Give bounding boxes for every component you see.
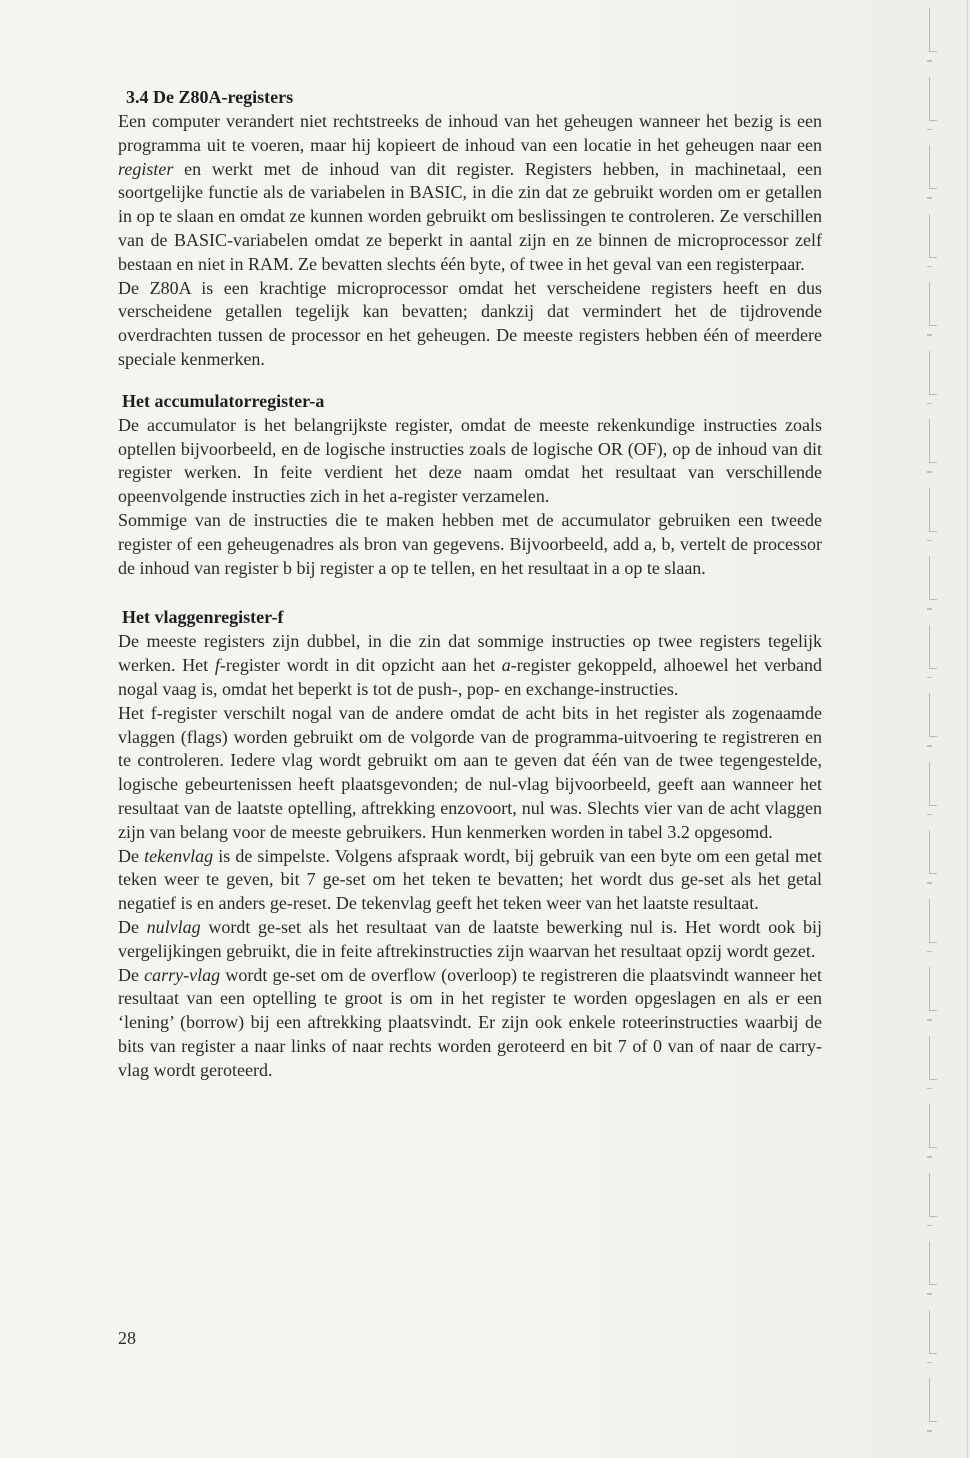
- intro-text: Een computer verandert niet rechtstreeks de inhoud van het geheugen wanneer het bezig is een programma uit te voeren, maar hij kopieert de inhoud van een locatie in het geheugen naar een register en werkt met de inhoud van dit register. Registers hebben, in machinetaal, een soortgelijke functie als de variabelen in BASIC, in die zin dat ze gebruikt worden om er getallen in op te slaan en omdat ze kunnen worden gebruikt om beslissingen te controleren. Ze verschillen van de BASIC-variabelen omdat ze beperkt in aantal zijn en ze binnen de microprocessor zelf bestaan en niet in RAM. Ze bevatten slechts één byte, of twee in het geval van een registerpaar.: [118, 111, 822, 274]
- paragraph-flags-2: Het f-register verschilt nogal van de andere omdat de acht bits in het register als zogenaamde vlaggen (flags) worden gebruikt om de volgorde van de programma-uitvoering te registreren en te controleren. Iedere vlag wordt gebruikt om aan te geven dat één van de twee tegengestelde, logische gebeurtenissen heeft plaatsgevonden; de nul-vlag bijvoorbeeld, geeft aan wanneer het resultaat van de laatste optelling, aftrekking enzovoort, nul was. Slechts vier van de acht vlaggen zijn van belang voor de meeste gebruikers. Hun kenmerken worden in tabel 3.2 opgesomd.: [118, 702, 822, 842]
- flags-heading: Het vlaggenregister-f: [122, 607, 284, 628]
- binding-slot: [929, 1036, 937, 1080]
- binding-tick: [927, 1362, 932, 1364]
- binding-slot: [929, 77, 937, 121]
- binding-slot: [929, 419, 937, 463]
- binding-slot: [929, 8, 937, 52]
- binding-tick: [927, 471, 932, 473]
- paragraph-accumulator-1: De accumulator is het belangrijkste register, omdat de meeste rekenkundige instructies zoals optellen bijvoorbeeld, en de logische instructies zoals de logische OR (OF), op de inhoud van dit register werken. In feite verdient het deze naam omdat het resultaat van verschillende opeenvolgende instructies zich in het a-register verzamelen.: [118, 414, 822, 507]
- term-sign-flag: tekenvlag: [144, 845, 214, 866]
- paragraph-intro: [118, 110, 822, 277]
- binding-slot: [929, 1310, 937, 1354]
- paragraph-z80a: De Z80A is een krachtige microprocessor omdat het verscheidene registers heeft en dus verscheidene getallen tegelijk kan bevatten; dankzij dat vermindert het de tijdrovende overdrachten tussen de processor en het geheugen. De meeste registers hebben één of meerdere speciale kenmerken.: [118, 277, 822, 369]
- page-number: 28: [118, 1328, 136, 1348]
- binding-tick: [927, 403, 932, 405]
- binding-tick: [927, 540, 932, 542]
- term-carry-flag: carry-vlag: [144, 964, 221, 985]
- term-a: a: [501, 655, 511, 676]
- binding-slot: [929, 762, 937, 806]
- binding-tick: [927, 1293, 932, 1295]
- binding-tick: [927, 814, 932, 816]
- accumulator-heading: Het accumulatorregister-a: [122, 390, 325, 411]
- binding-tick: [927, 60, 932, 62]
- binding-slot: [929, 967, 937, 1011]
- binding-tick: [927, 677, 932, 679]
- binding-tick: [927, 951, 932, 953]
- paragraph-zero-flag: De nulvlag wordt ge-set als het resultaat van de laatste bewerking nul is. Het wordt ook bij vergelijkingen gebruikt, die in feite aftrekinstructies zijn waarvan het resultaat opzij wordt gezet.: [118, 916, 822, 961]
- term-register: register: [118, 158, 174, 179]
- binding-slot: [929, 899, 937, 943]
- binding-tick: [927, 1156, 932, 1158]
- page-content: [118, 86, 822, 1082]
- binding-tick: [927, 1430, 932, 1432]
- paragraph-carry-flag: De carry-vlag wordt ge-set om de overflow (overloop) te registreren die plaatsvindt wanneer het resultaat van een optelling te groot is om in het register te worden opgeslagen en als er een ‘lening’ (borrow) bij een aftrekking plaatsvindt. Er zijn ook enkele roteerinstructies waarbij de bits van register a naar links of naar rechts worden geroteerd en bit 7 of 0 van of naar de carry-vlag wordt geroteerd.: [118, 964, 822, 1080]
- paragraph-sign-flag: De tekenvlag is de simpelste. Volgens afspraak wordt, bij gebruik van een byte om een getal met teken weer te geven, bit 7 ge-set om het teken te bevatten; het wordt dus ge-set als het getal negatief is en anders ge-reset. De tekenvlag geeft het teken weer van het laatste resultaat.: [118, 845, 822, 914]
- binding-slot: [929, 1241, 937, 1285]
- binding-tick: [927, 745, 932, 747]
- binding-holes: [910, 0, 970, 1458]
- binding-slot: [929, 282, 937, 326]
- binding-slot: [929, 488, 937, 532]
- binding-slot: [929, 214, 937, 258]
- binding-slot: [929, 625, 937, 669]
- paragraph-accumulator-2: Sommige van de instructies die te maken hebben met de accumulator gebruiken een tweede register of een geheugenadres als bron van gegevens. Bijvoorbeeld, add a, b, vertelt de processor de inhoud van register b bij register a op te tellen, en het resultaat in a op te slaan.: [118, 509, 822, 578]
- binding-slot: [929, 693, 937, 737]
- binding-slot: [929, 830, 937, 874]
- binding-tick: [927, 334, 932, 336]
- page-edge: [967, 0, 968, 1458]
- binding-slot: [929, 145, 937, 189]
- binding-slot: [929, 1378, 937, 1422]
- binding-tick: [927, 608, 932, 610]
- binding-tick: [927, 197, 932, 199]
- binding-slot: [929, 1173, 937, 1217]
- binding-tick: [927, 129, 932, 131]
- term-f: f: [214, 655, 220, 676]
- binding-tick: [927, 1088, 932, 1090]
- binding-tick: [927, 882, 932, 884]
- section-heading: 3.4 De Z80A-registers: [126, 87, 294, 107]
- binding-tick: [927, 1225, 932, 1227]
- term-zero-flag: nulvlag: [146, 916, 201, 937]
- binding-tick: [927, 1019, 932, 1021]
- binding-slot: [929, 351, 937, 395]
- binding-slot: [929, 556, 937, 600]
- binding-tick: [927, 266, 932, 268]
- binding-slot: [929, 1104, 937, 1148]
- paragraph-flags-1: De meeste registers zijn dubbel, in die zin dat sommige instructies op twee registers tegelijk werken. Het f-register wordt in dit opzicht aan het a-register gekoppeld, alhoewel het verband nogal vaag is, omdat het beperkt is tot de push-, pop- en exchange-instructies.: [118, 631, 822, 699]
